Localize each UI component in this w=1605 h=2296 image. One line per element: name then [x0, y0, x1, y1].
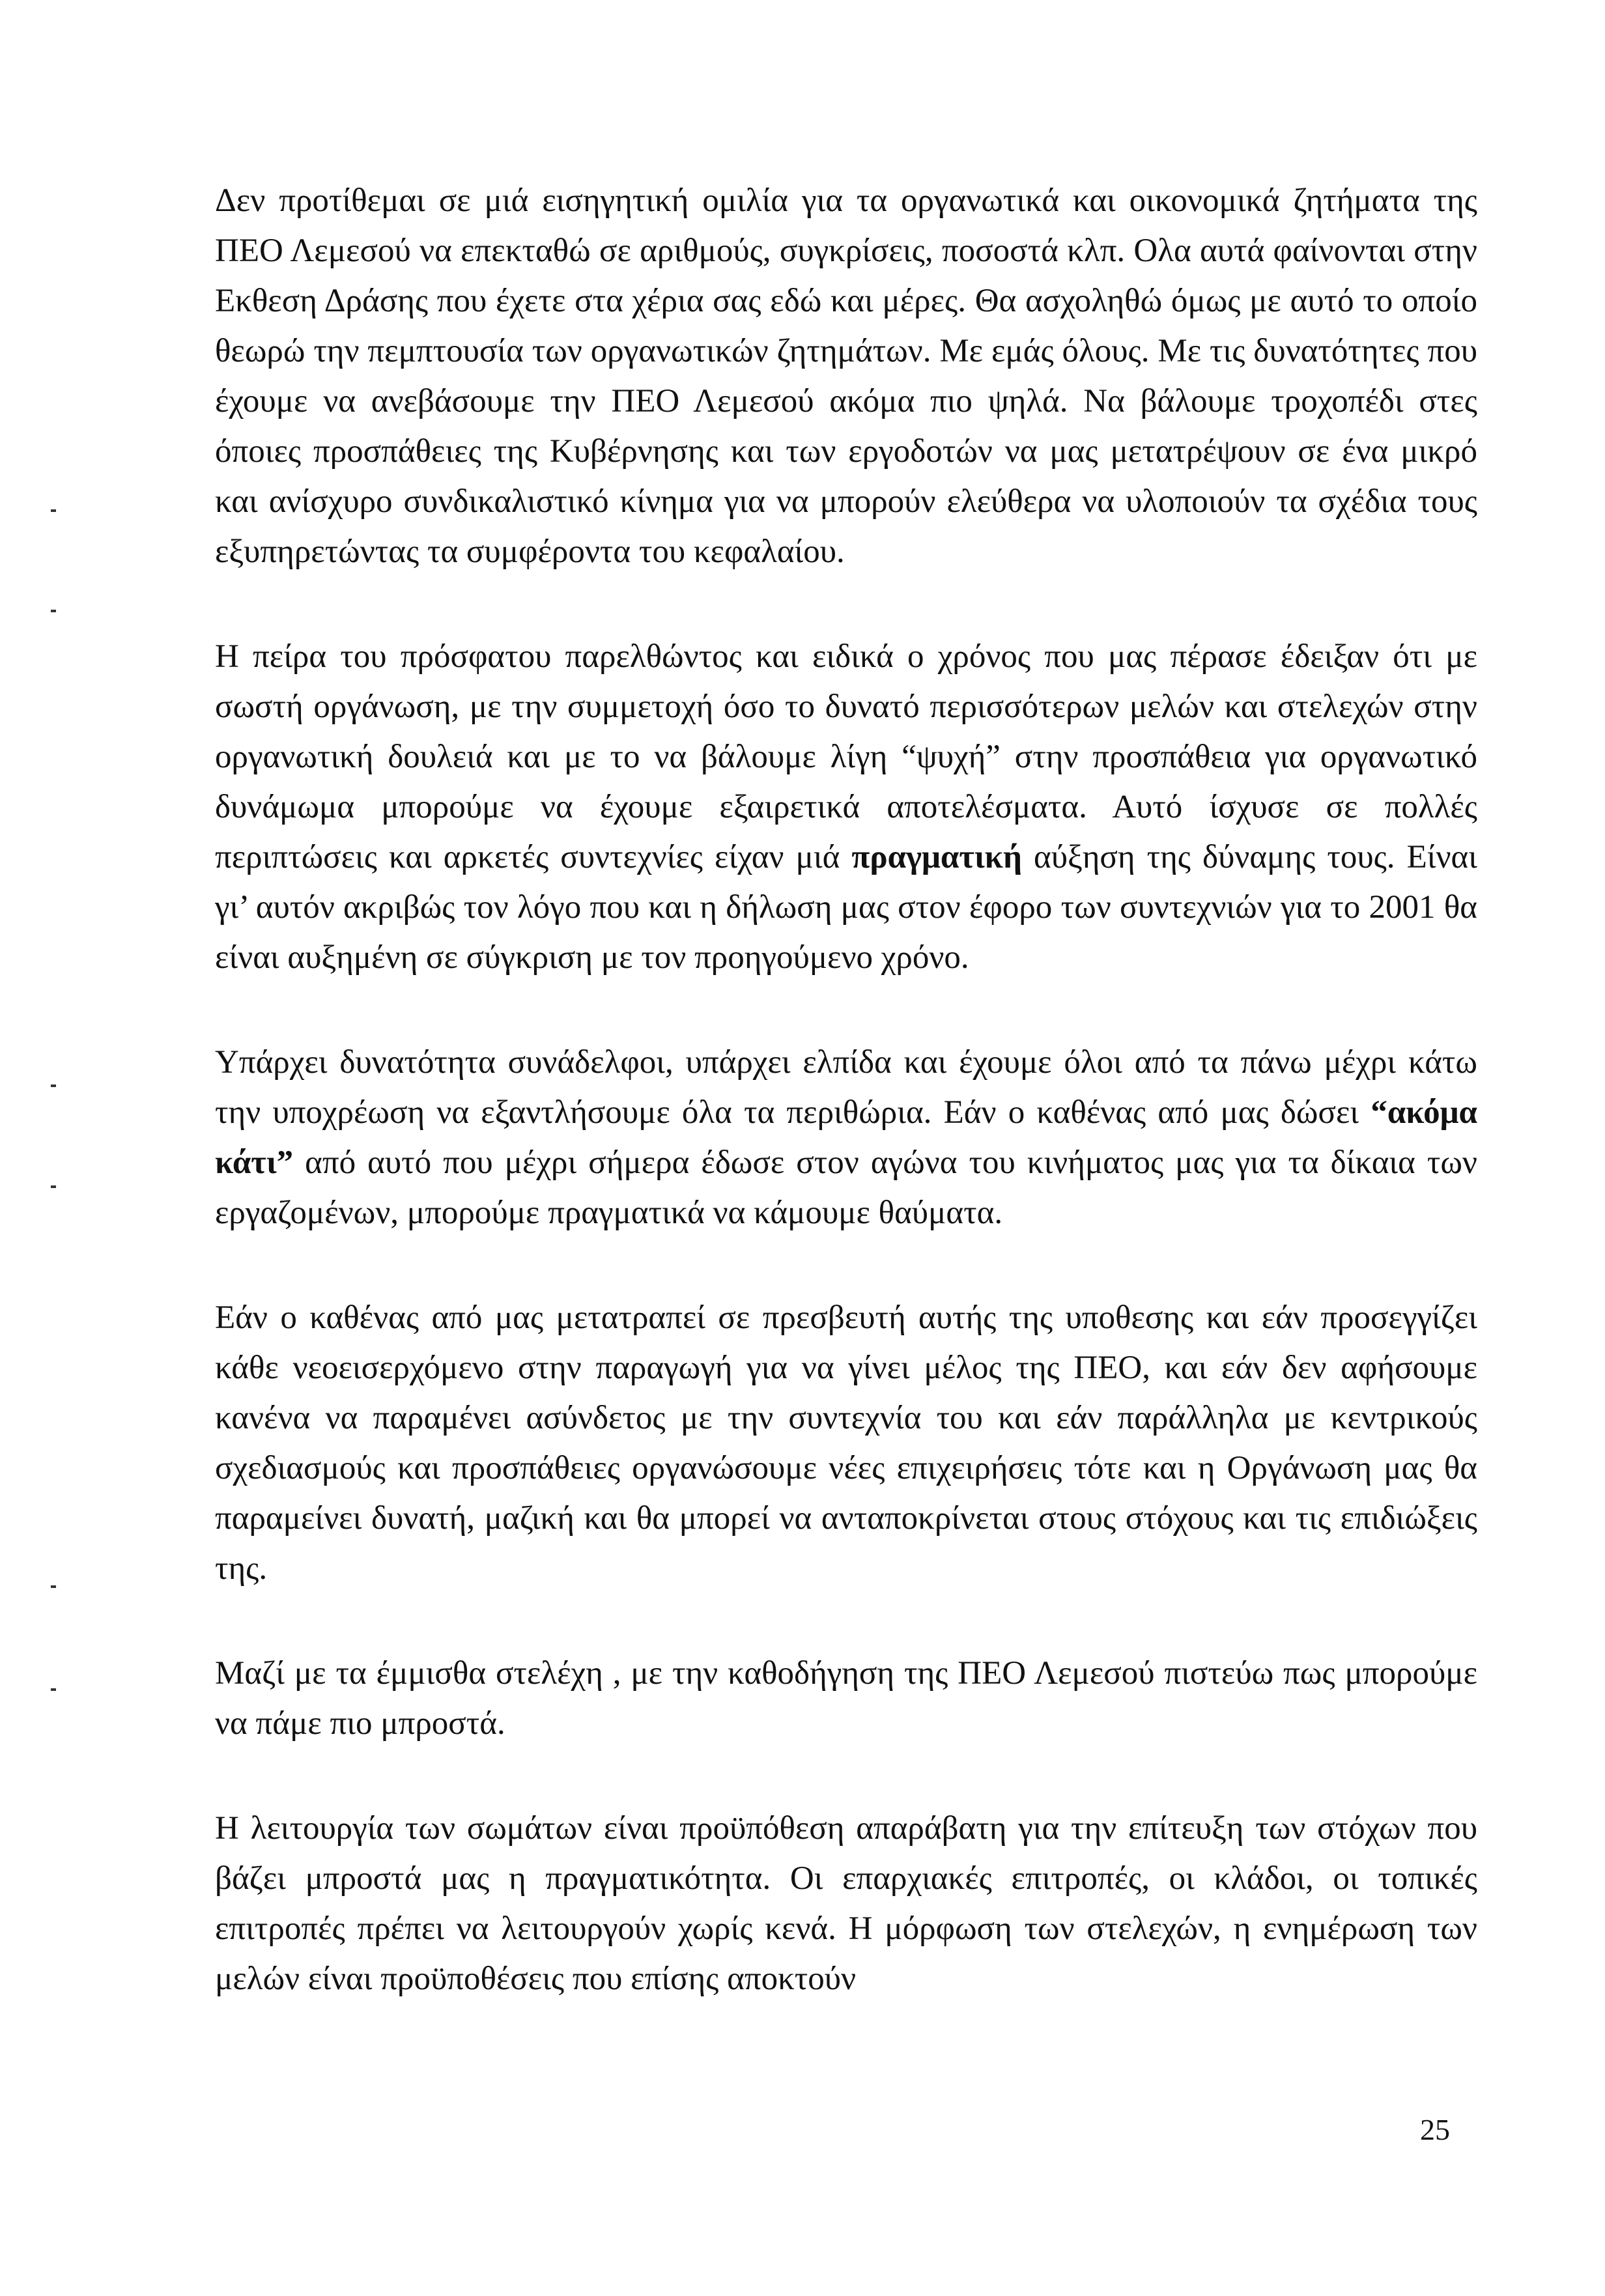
paragraph-2: [215, 632, 1477, 983]
scan-mark: [51, 1688, 56, 1691]
paragraph-2-bold-word: πραγματική: [851, 839, 1022, 875]
paragraph-3-text-a: Υπάρχει δυνατότητα συνάδελφοι, υπάρχει ελπίδα και έχουμε όλοι από τα πάνω μέχρι κάτω την υποχρέωση να εξαντλήσουμε όλα τα περιθώρια. Εάν ο καθένας από μας δώσει: [215, 1044, 1477, 1131]
paragraph-4: Εάν ο καθένας από μας μετατραπεί σε πρεσβευτή αυτής της υποθεσης και εάν προσεγγίζει κάθε νεοεισερχόμενο στην παραγωγή για να γίνει μέλος της ΠΕΟ, και εάν δεν αφήσουμε κανένα να παραμένει ασύνδετος με την συντεχνία του και εάν παράλληλα με κεντρικούς σχεδιασμούς και προσπάθειες οργανώσουμε νέες επιχειρήσεις τότε και η Οργάνωση μας θα παραμείνει δυνατή, μαζική και θα μπορεί να ανταποκρίνεται στους στόχους και τις επιδιώξεις της.: [215, 1299, 1477, 1587]
scan-mark: [51, 1585, 56, 1588]
paragraph-3-bold-phrase: “ακόμα κάτι”: [215, 1094, 1477, 1181]
scan-mark: [51, 1084, 56, 1087]
document-body: [215, 176, 1477, 2059]
paragraph-3-text-b: από αυτό που μέχρι σήμερα έδωσε στον αγώνα του κινήματος μας για τα δίκαια των εργαζομένων, μπορούμε πραγματικά να κάμουμε θαύματα.: [215, 1144, 1477, 1231]
paragraph-6: Η λειτουργία των σωμάτων είναι προϋπόθεση απαράβατη για την επίτευξη των στόχων που βάζει μπροστά μας η πραγματικότητα. Οι επαρχιακές επιτροπές, οι κλάδοι, οι τοπικές επιτροπές πρέπει να λειτουργούν χωρίς κενά. Η μόρφωση των στελεχών, η ενημέρωση των μελών είναι προϋποθέσεις που επίσης αποκτούν: [215, 1810, 1477, 1997]
scan-mark: [51, 610, 56, 612]
paragraph-1: Δεν προτίθεμαι σε μιά εισηγητική ομιλία για τα οργανωτικά και οικονομικά ζητήματα της ΠΕΟ Λεμεσού να επεκταθώ σε αριθμούς, συγκρίσεις, ποσοστά κλπ. Ολα αυτά φαίνονται στην Εκθεση Δράσης που έχετε στα χέρια σας εδώ και μέρες. Θα ασχοληθώ όμως με αυτό το οποίο θεωρώ την πεμπτουσία των οργανωτικών ζητημάτων. Με εμάς όλους. Με τις δυνατότητες που έχουμε να ανεβάσουμε την ΠΕΟ Λεμεσού ακόμα πιο ψηλά. Να βάλουμε τροχοπέδι στες όποιες προσπάθειες της Κυβέρνησης και των εργοδοτών να μας μετατρέψουν σε ένα μικρό και ανίσχυρο συνδικαλιστικό κίνημα για να μπορούν ελεύθερα να υλοποιούν τα σχέδια τους εξυπηρετώντας τα συμφέροντα του κεφαλαίου.: [215, 182, 1477, 570]
scan-mark: [51, 509, 56, 512]
paragraph-2-text-b: αύξηση της δύναμης τους. Είναι γι’ αυτόν ακριβώς τον λόγο που και η δήλωση μας στον έφορο των συντεχνιών για το 2001 θα είναι αυξημένη σε σύγκριση με τον προηγούμενο χρόνο.: [215, 839, 1477, 976]
page-number: 25: [1420, 2113, 1450, 2146]
paragraph-2-text-a: Η πείρα του πρόσφατου παρελθώντος και ειδικά ο χρόνος που μας πέρασε έδειξαν ότι με σωστή οργάνωση, με την συμμετοχή όσο το δυνατό περισσότερων μελών και στελεχών στην οργανωτική δουλειά και με το να βάλουμε λίγη “ψυχή” στην προσπάθεια για οργανωτικό δυνάμωμα μπορούμε να έχουμε εξαιρετικά αποτελέσματα. Αυτό ίσχυσε σε πολλές περιπτώσεις και αρκετές συντεχνίες είχαν μιά: [215, 638, 1477, 875]
paragraph-5: Μαζί με τα έμμισθα στελέχη , με την καθοδήγηση της ΠΕΟ Λεμεσού πιστεύω πως μπορούμε να πάμε πιο μπροστά.: [215, 1655, 1477, 1742]
scan-mark: [51, 1185, 56, 1188]
paragraph-3: [215, 1038, 1477, 1238]
